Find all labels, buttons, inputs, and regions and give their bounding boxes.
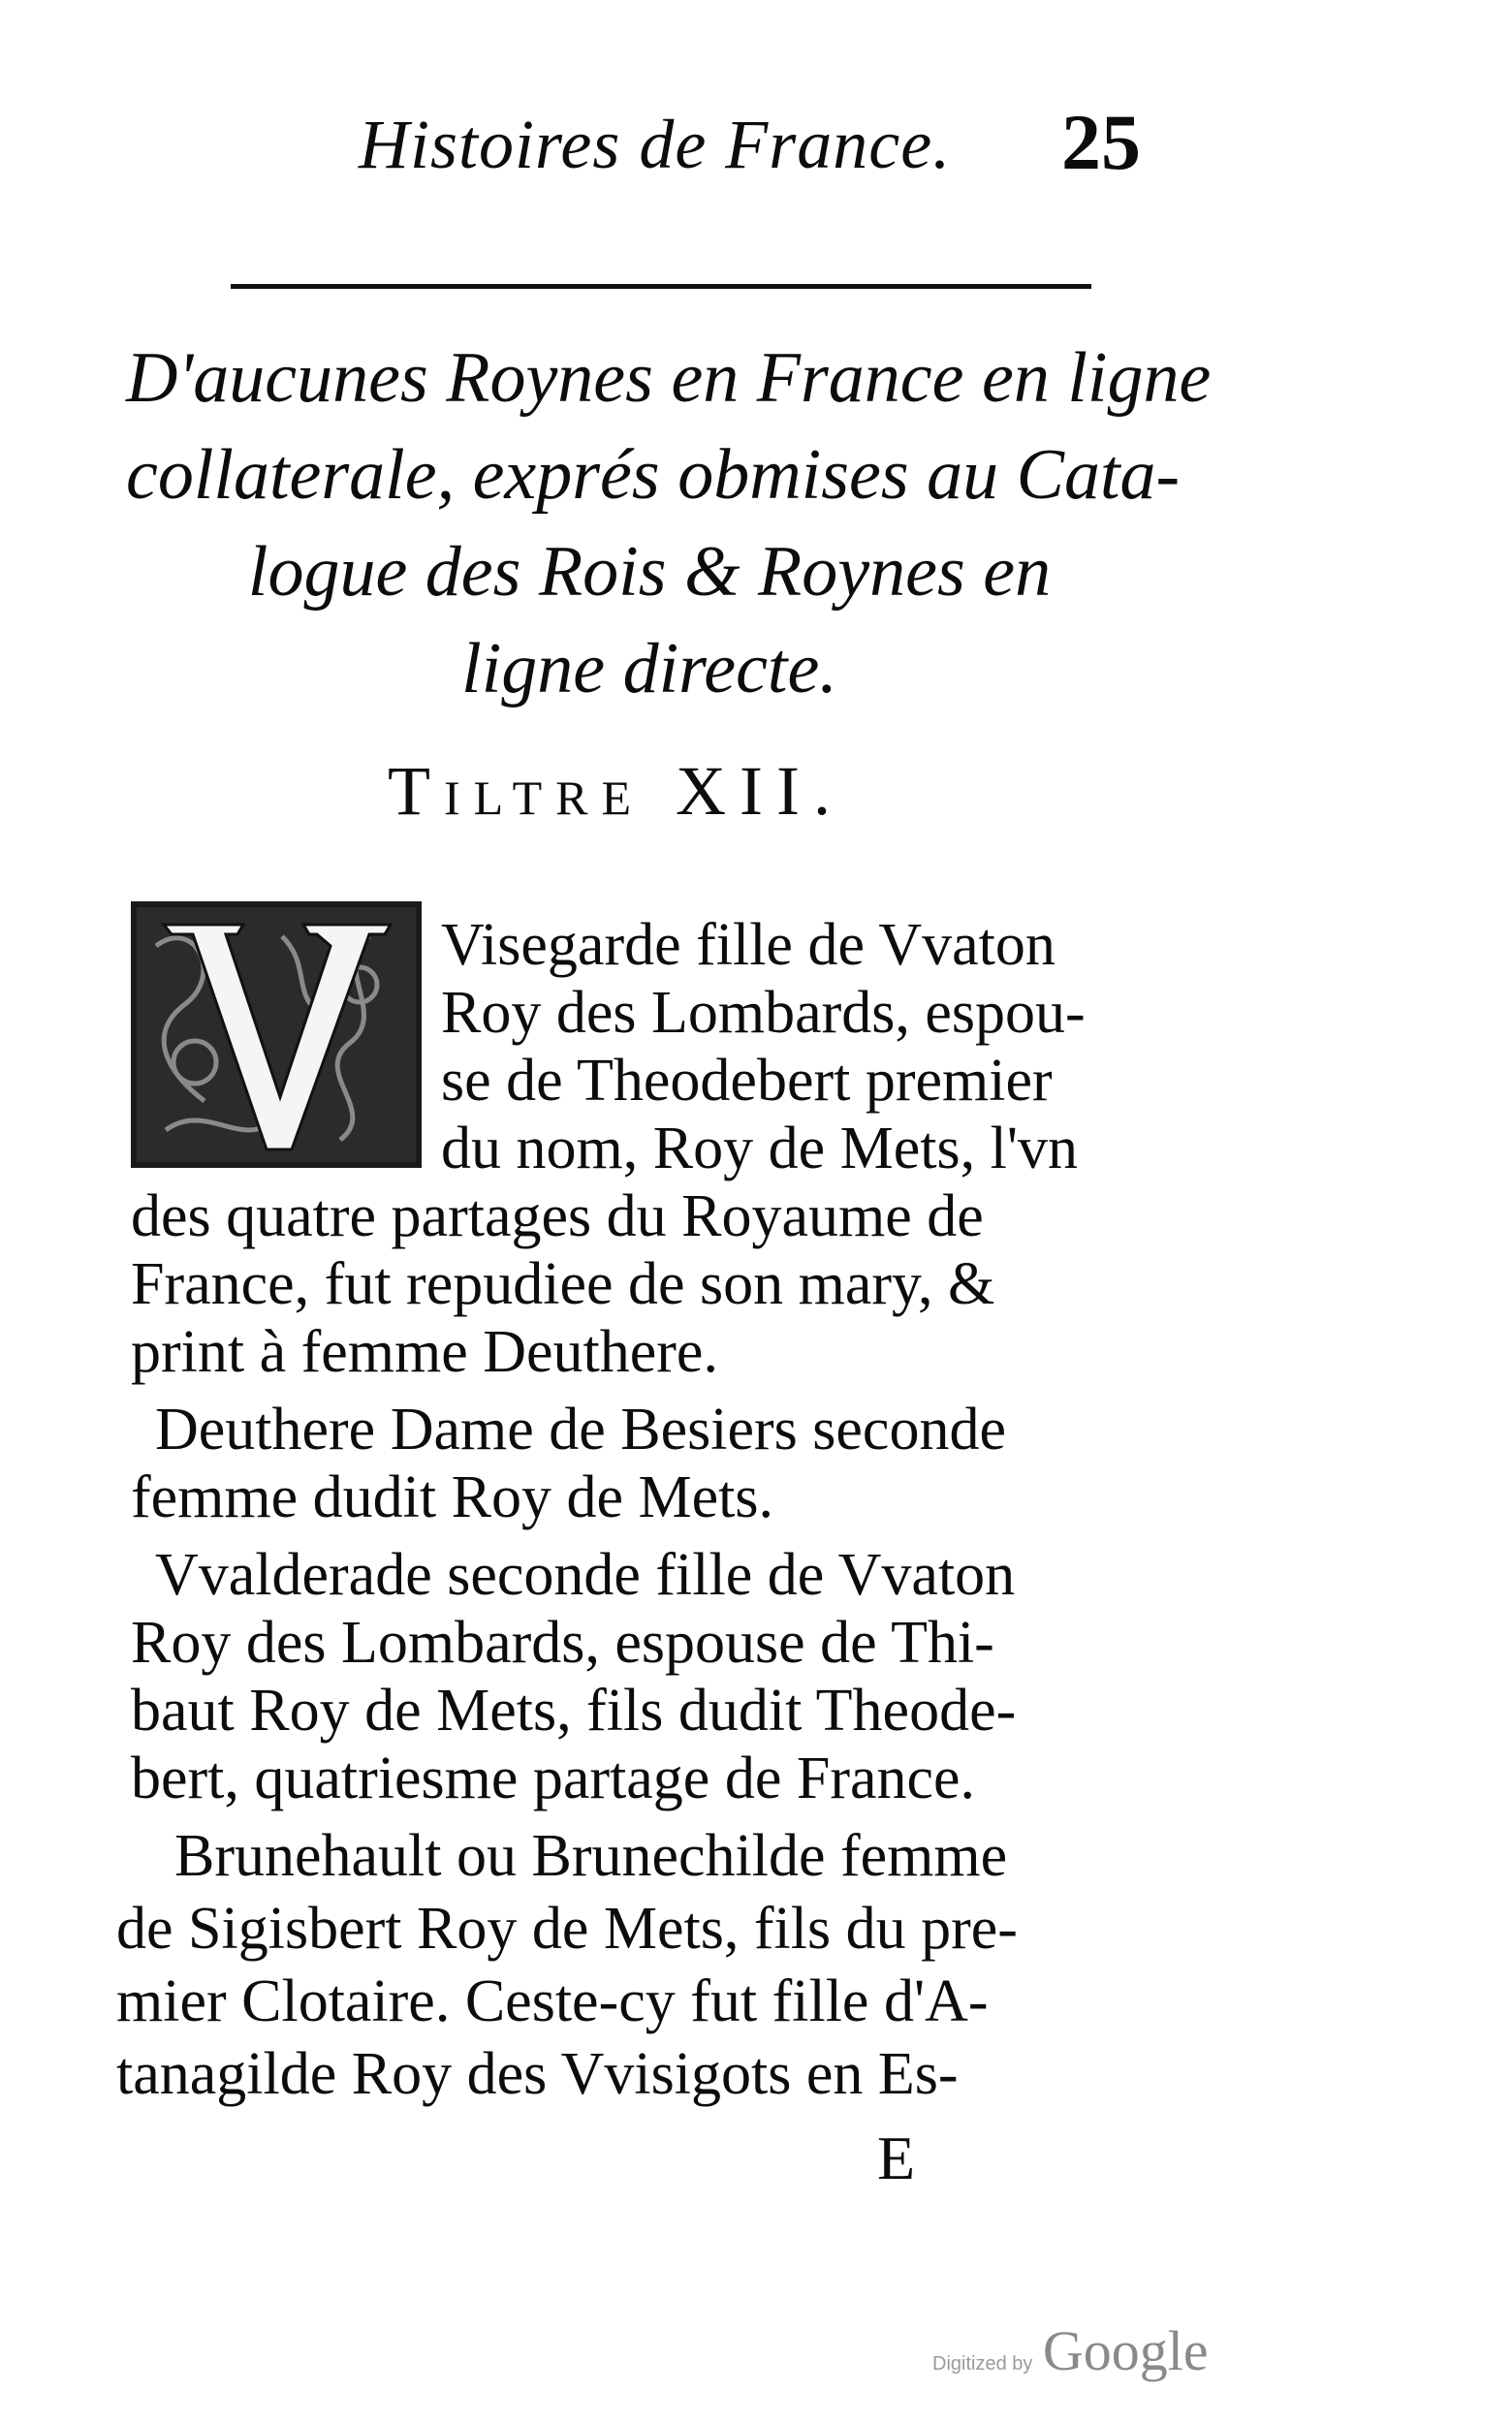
text-line: bert, quatriesme partage de France. bbox=[131, 1746, 976, 1811]
google-logo: Google bbox=[1042, 2319, 1209, 2382]
ornamental-initial bbox=[131, 901, 422, 1168]
chapter-title-line: D'aucunes Roynes en France en ligne bbox=[126, 338, 1212, 418]
text-line: Vvalderade seconde fille de Vvaton bbox=[155, 1542, 1016, 1608]
text-line: Roy des Lombards, espou- bbox=[441, 980, 1086, 1046]
text-line: Deuthere Dame de Besiers seconde bbox=[155, 1397, 1006, 1463]
digitized-by-watermark bbox=[932, 2318, 1209, 2383]
text-line: Visegarde fille de Vvaton bbox=[441, 912, 1055, 978]
page-number: 25 bbox=[1061, 98, 1141, 186]
section-label: Tiltre XII. bbox=[388, 752, 844, 830]
chapter-title-line: collaterale, exprés obmises au Cata- bbox=[126, 435, 1181, 515]
text-line: du nom, Roy de Mets, l'vn bbox=[441, 1116, 1078, 1181]
chapter-title-line: logue des Rois & Roynes en bbox=[247, 532, 1052, 612]
running-title: Histoires de France. bbox=[359, 106, 952, 183]
text-line: se de Theodebert premier bbox=[441, 1048, 1053, 1114]
digitized-label: Digitized by bbox=[932, 2353, 1033, 2375]
text-line: Roy des Lombards, espouse de Thi- bbox=[131, 1610, 994, 1676]
text-line: de Sigisbert Roy de Mets, fils du pre- bbox=[116, 1896, 1018, 1962]
text-line: mier Clotaire. Ceste-cy fut fille d'A- bbox=[116, 1968, 989, 2034]
text-line: France, fut repudiee de son mary, & bbox=[131, 1251, 995, 1317]
chapter-title-line: ligne directe. bbox=[461, 629, 837, 708]
text-line: Brunehault ou Brunechilde femme bbox=[174, 1823, 1008, 1889]
ornamental-initial-art bbox=[137, 907, 416, 1162]
text-line: femme dudit Roy de Mets. bbox=[131, 1464, 773, 1530]
text-line: print à femme Deuthere. bbox=[131, 1319, 718, 1385]
signature-mark: E bbox=[877, 2124, 916, 2192]
text-line: tanagilde Roy des Vvisigots en Es- bbox=[116, 2041, 959, 2107]
text-line: baut Roy de Mets, fils dudit Theode- bbox=[131, 1678, 1017, 1744]
text-line: des quatre partages du Royaume de bbox=[131, 1183, 984, 1249]
chapter-title bbox=[126, 330, 1212, 717]
header-rule bbox=[231, 284, 1091, 289]
